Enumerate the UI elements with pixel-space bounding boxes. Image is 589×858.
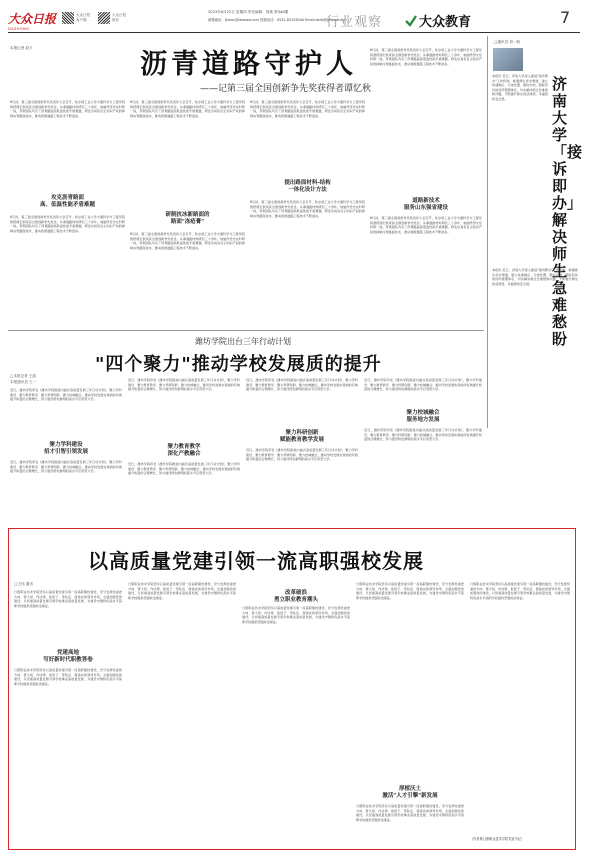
- newspaper-logo-sub: DAZHONG: [8, 27, 30, 31]
- sidebar-title: 济南大学「接诉即办」解决师生急难愁盼: [552, 75, 583, 348]
- page-number: 7: [560, 8, 571, 27]
- article3-col1: 日照职业技术学院坚持以高质量党建引领一流高职强校建设，充分发挥党委把方向、管大局、作决策、抓班子、带队伍、保落实的领导作用，全面加强党的建设，以党建高质量发展引领学校事业高质量发展，为建设中国特色高水平高职学校提供坚强政治保证。: [14, 590, 122, 608]
- article2-col4: 近日，潍坊学院印发《潍坊学院推进内涵式高质量发展三年行动计划》，聚力学科建设、聚力教育教学、聚力科研创新、聚力校城融合，推动学校发展实现质的有效提升和量的合理增长，努力建设特色鲜明的高水平应用型大学。: [364, 378, 482, 392]
- article1-subheadline: ——记第三届全国创新争先奖获得者谭忆秋: [200, 84, 372, 94]
- article2-col1: 近日，潍坊学院印发《潍坊学院推进内涵式高质量发展三年行动计划》，聚力学科建设、聚力教育教学、聚力科研创新、聚力校城融合，推动学校发展实现质的有效提升和量的合理增长，努力建设特色鲜明的高水平应用型大学。: [10, 388, 122, 402]
- app-label-client: 大众日报 客户端: [76, 13, 90, 22]
- article3-sub1: 党建高地 写好新时代职教答卷: [43, 650, 93, 663]
- article2-sub2: 聚力教育教学 深化产教融合: [167, 444, 201, 457]
- article2-headline: "四个聚力"推动学校发展质的提升: [95, 354, 382, 375]
- article1-headline: 沥青道路守护人: [140, 49, 357, 80]
- article1-sub4: 道路新技术 服务山东强省建设: [403, 198, 448, 211]
- article3-headline: 以高质量党建引领一流高职强校发展: [88, 549, 424, 573]
- article1-sub1: 攻克沥青路面 高、低温性能矛盾难题: [39, 195, 95, 208]
- article2-byline2: 本报通讯员 王一: [10, 380, 37, 384]
- sidebar-photo: [493, 48, 523, 71]
- article1-col4b: 6月初，第三届全国创新争先奖表彰大会召开，哈尔滨工业大学交通科学与工程学院教授谭忆秋荣获全国创新争先奖章。从事道路材料研究三十余年，她始终坚守在科研一线，带领团队攻克了沥青路面高低温性能矛盾难题，研发出具有自主知识产权的抑制冰雪路面技术，推动我国道路工程技术不断进步。: [370, 216, 482, 234]
- sidebar-body-b: 本报讯 近日，济南大学深入推进"接诉即办"工作机制，畅通师生诉求渠道，建立快速响应、分类处置、限时办结、跟踪回访的闭环管理体系，切实解决师生急难愁盼问题，不断提升师生的获得感、幸福感和安全感。: [492, 268, 578, 286]
- date-line: 2023年6月22日 星期四 责任编辑：郭爽 第346期: [208, 10, 289, 14]
- article3-sub3: 厚植沃土 激活"人才引擎"新发展: [382, 786, 438, 799]
- article1-col1b: 6月初，第三届全国创新争先奖表彰大会召开，哈尔滨工业大学交通科学与工程学院教授谭忆秋荣获全国创新争先奖章。从事道路材料研究三十余年，她始终坚守在科研一线，带领团队攻克了沥青路面高低温性能矛盾难题，研发出具有自主知识产权的抑制冰雪路面技术，推动我国道路工程技术不断进步。: [10, 215, 125, 233]
- app-label-wechat: 大众日报 微信: [112, 13, 126, 22]
- article2-byline1: □本报记者 王凯: [10, 374, 37, 378]
- article2-col2b: 近日，潍坊学院印发《潍坊学院推进内涵式高质量发展三年行动计划》，聚力学科建设、聚力教育教学、聚力科研创新、聚力校城融合，推动学校发展实现质的有效提升和量的合理增长，努力建设特色鲜明的高水平应用型大学。: [128, 462, 240, 476]
- masthead-rule: [8, 32, 580, 33]
- article2-col1b: 近日，潍坊学院印发《潍坊学院推进内涵式高质量发展三年行动计划》，聚力学科建设、聚力教育教学、聚力科研创新、聚力校城融合，推动学校发展实现质的有效提升和量的合理增长，努力建设特色鲜明的高水平应用型大学。: [10, 460, 122, 474]
- article3-col3: 日照职业技术学院坚持以高质量党建引领一流高职强校建设，充分发挥党委把方向、管大局、作决策、抓班子、带队伍、保落实的领导作用，全面加强党的建设，以党建高质量发展引领学校事业高质量发展，为建设中国特色高水平高职学校提供坚强政治保证。: [242, 606, 350, 624]
- article1-col2b: 6月初，第三届全国创新争先奖表彰大会召开，哈尔滨工业大学交通科学与工程学院教授谭忆秋荣获全国创新争先奖章。从事道路材料研究三十余年，她始终坚守在科研一线，带领团队攻克了沥青路面高低温性能矛盾难题，研发出具有自主知识产权的抑制冰雪路面技术，推动我国道路工程技术不断进步。: [130, 232, 245, 250]
- article1-col3: 6月初，第三届全国创新争先奖表彰大会召开，哈尔滨工业大学交通科学与工程学院教授谭忆秋荣获全国创新争先奖章。从事道路材料研究三十余年，她始终坚守在科研一线，带领团队攻克了沥青路面高低温性能矛盾难题，研发出具有自主知识产权的抑制冰雪路面技术，推动我国道路工程技术不断进步。: [250, 100, 365, 118]
- article2-rule: [8, 330, 484, 331]
- article1-sub2: 研制抗冰新路面的 路面"冻疮膏": [165, 212, 210, 225]
- sidebar-byline: □通讯员 刘一帆: [494, 40, 521, 44]
- article1-sub3: 提出路面材料-结构 一体化设计方法: [284, 180, 331, 193]
- article3-byline: □王伟 通讯: [14, 582, 33, 586]
- brand-title: 大众教育: [419, 15, 472, 30]
- article1-col3b: 6月初，第三届全国创新争先奖表彰大会召开，哈尔滨工业大学交通科学与工程学院教授谭忆秋荣获全国创新争先奖章。从事道路材料研究三十余年，她始终坚守在科研一线，带领团队攻克了沥青路面高低温性能矛盾难题，研发出具有自主知识产权的抑制冰雪路面技术，推动我国道路工程技术不断进步。: [250, 200, 365, 218]
- article2-col3b: 近日，潍坊学院印发《潍坊学院推进内涵式高质量发展三年行动计划》，聚力学科建设、聚力教育教学、聚力科研创新、聚力校城融合，推动学校发展实现质的有效提升和量的合理增长，努力建设特色鲜明的高水平应用型大学。: [246, 448, 358, 462]
- article1-col1: 6月初，第三届全国创新争先奖表彰大会召开，哈尔滨工业大学交通科学与工程学院教授谭忆秋荣获全国创新争先奖章。从事道路材料研究三十余年，她始终坚守在科研一线，带领团队攻克了沥青路面高低温性能矛盾难题，研发出具有自主知识产权的抑制冰雪路面技术，推动我国道路工程技术不断进步。: [10, 100, 125, 118]
- sidebar-body-a: 本报讯 近日，济南大学深入推进"接诉即办"工作机制，畅通师生诉求渠道，建立快速响应、分类处置、限时办结、跟踪回访的闭环管理体系，切实解决师生急难愁盼问题，不断提升师生的获得感、幸福感和安全感。: [492, 74, 548, 101]
- section-title: 行业观察: [326, 15, 383, 30]
- article2-kicker: 潍坊学院出台三年行动计划: [195, 337, 291, 346]
- qr-code-icon: [62, 12, 74, 24]
- article2-col3: 近日，潍坊学院印发《潍坊学院推进内涵式高质量发展三年行动计划》，聚力学科建设、聚力教育教学、聚力科研创新、聚力校城融合，推动学校发展实现质的有效提升和量的合理增长，努力建设特色鲜明的高水平应用型大学。: [246, 378, 358, 392]
- masthead-logo: [8, 10, 58, 32]
- article2-sub4: 聚力校城融合 服务地方发展: [406, 410, 440, 423]
- section-banner: [326, 9, 546, 31]
- article3-col5: 日照职业技术学院坚持以高质量党建引领一流高职强校建设，充分发挥党委把方向、管大局、作决策、抓班子、带队伍、保落实的领导作用，全面加强党的建设，以党建高质量发展引领学校事业高质量发展，为建设中国特色高水平高职学校提供坚强政治保证。: [470, 582, 570, 600]
- article2-col2: 近日，潍坊学院印发《潍坊学院推进内涵式高质量发展三年行动计划》，聚力学科建设、聚力教育教学、聚力科研创新、聚力校城融合，推动学校发展实现质的有效提升和量的合理增长，努力建设特色鲜明的高水平应用型大学。: [128, 378, 240, 392]
- article3-author-note: （作者系日照职业技术学院党委书记）: [470, 837, 525, 841]
- sidebar-box: [487, 36, 581, 428]
- brand-check-icon: [405, 12, 417, 24]
- article2-sub1: 聚力学科建设 招才引智引领发展: [43, 442, 88, 455]
- article3-col4b: 日照职业技术学院坚持以高质量党建引领一流高职强校建设，充分发挥党委把方向、管大局、作决策、抓班子、带队伍、保落实的领导作用，全面加强党的建设，以党建高质量发展引领学校事业高质量发展，为建设中国特色高水平高职学校提供坚强政治保证。: [356, 804, 464, 822]
- article3-col1b: 日照职业技术学院坚持以高质量党建引领一流高职强校建设，充分发挥党委把方向、管大局、作决策、抓班子、带队伍、保落实的领导作用，全面加强党的建设，以党建高质量发展引领学校事业高质量发展，为建设中国特色高水平高职学校提供坚强政治保证。: [14, 668, 122, 686]
- qr-code-icon: [98, 12, 110, 24]
- contact-line: 邮箱地址：fjshou@dzwww.com 投稿电话：0531-85193044 Email:dzrb@dzwww.com: [208, 18, 347, 22]
- article2-sub3: 聚力科研创新 赋能教育教学发展: [279, 430, 324, 443]
- article2-col4b: 近日，潍坊学院印发《潍坊学院推进内涵式高质量发展三年行动计划》，聚力学科建设、聚力教育教学、聚力科研创新、聚力校城融合，推动学校发展实现质的有效提升和量的合理增长，努力建设特色鲜明的高水平应用型大学。: [364, 428, 482, 442]
- article3-sub2: 改革破浪 勇立职业教育潮头: [273, 590, 318, 603]
- article3-col2: 日照职业技术学院坚持以高质量党建引领一流高职强校建设，充分发挥党委把方向、管大局、作决策、抓班子、带队伍、保落实的领导作用，全面加强党的建设，以党建高质量发展引领学校事业高质量发展，为建设中国特色高水平高职学校提供坚强政治保证。: [128, 582, 236, 600]
- article1-byline: 本报记者 赵丰: [10, 46, 33, 50]
- article3-col4: 日照职业技术学院坚持以高质量党建引领一流高职强校建设，充分发挥党委把方向、管大局、作决策、抓班子、带队伍、保落实的领导作用，全面加强党的建设，以党建高质量发展引领学校事业高质量发展，为建设中国特色高水平高职学校提供坚强政治保证。: [356, 582, 464, 600]
- article1-col2: 6月初，第三届全国创新争先奖表彰大会召开，哈尔滨工业大学交通科学与工程学院教授谭忆秋荣获全国创新争先奖章。从事道路材料研究三十余年，她始终坚守在科研一线，带领团队攻克了沥青路面高低温性能矛盾难题，研发出具有自主知识产权的抑制冰雪路面技术，推动我国道路工程技术不断进步。: [130, 100, 245, 118]
- article1-col4: 6月初，第三届全国创新争先奖表彰大会召开，哈尔滨工业大学交通科学与工程学院教授谭忆秋荣获全国创新争先奖章。从事道路材料研究三十余年，她始终坚守在科研一线，带领团队攻克了沥青路面高低温性能矛盾难题，研发出具有自主知识产权的抑制冰雪路面技术，推动我国道路工程技术不断进步。: [370, 48, 482, 66]
- newspaper-logo-text: 大众日报: [8, 12, 57, 26]
